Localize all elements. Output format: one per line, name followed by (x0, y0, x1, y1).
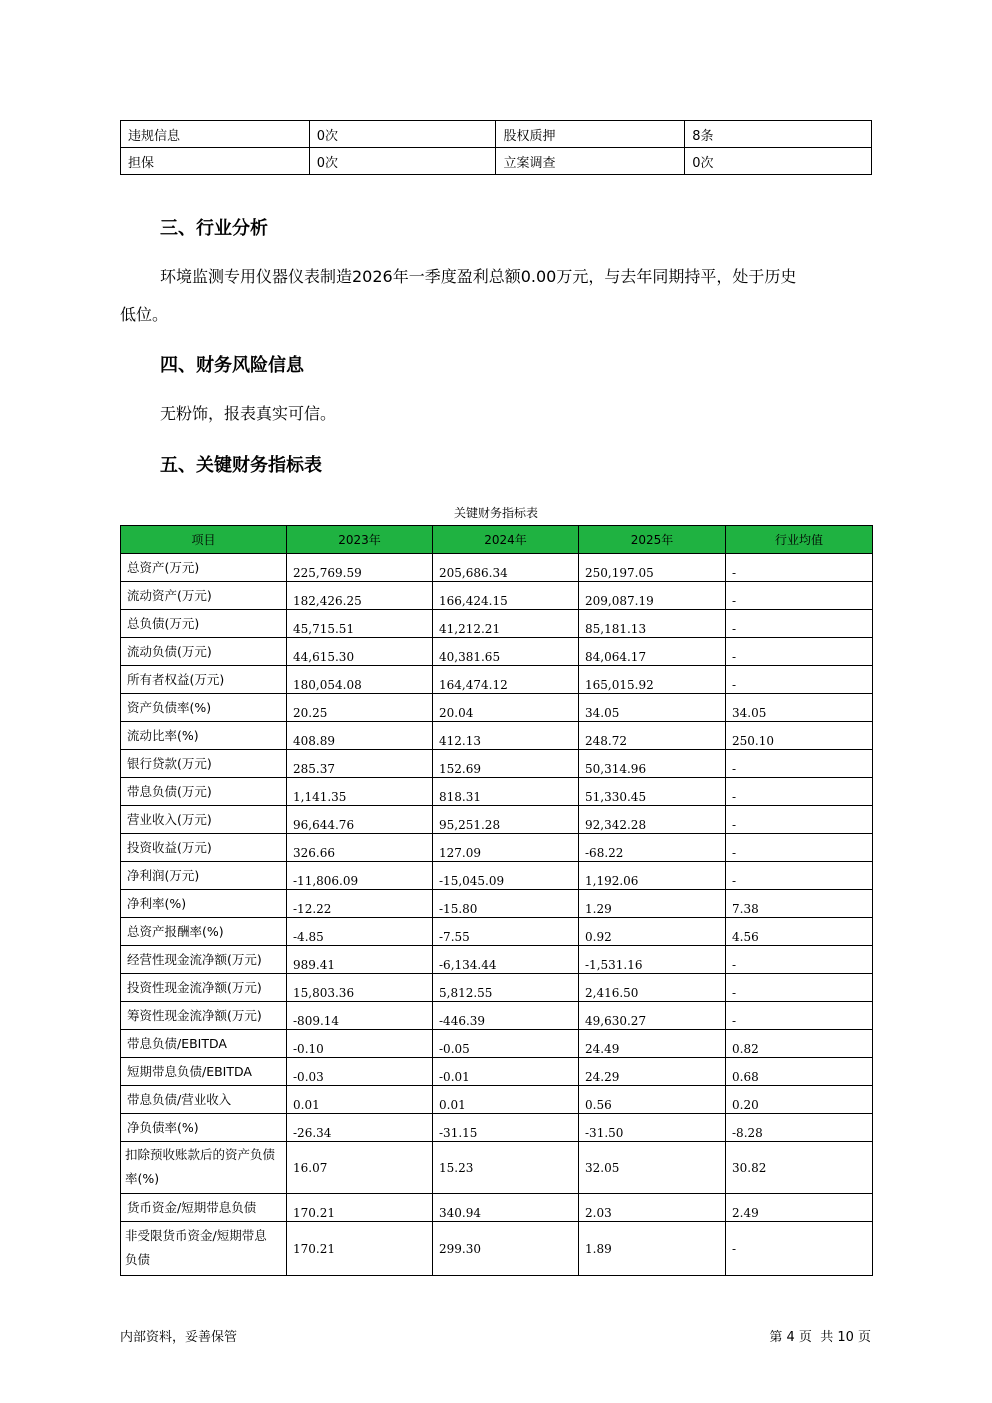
row-label-cell: 总资产报酬率(%) (121, 918, 287, 946)
table-row (121, 610, 873, 638)
value-cell: 85,181.13 (579, 610, 726, 638)
row-label-cell: 银行贷款(万元) (121, 750, 287, 778)
value-cell: 0.01 (287, 1086, 433, 1114)
column-header: 2024年 (433, 526, 579, 554)
value-cell: 182,426.25 (287, 582, 433, 610)
value-cell: 0.20 (726, 1086, 873, 1114)
row-label-cell: 净利率(%) (121, 890, 287, 918)
value-cell: -8.28 (726, 1114, 873, 1142)
value-cell: -15.80 (433, 890, 579, 918)
value-cell: 24.49 (579, 1030, 726, 1058)
footer-confidential: 内部资料，妥善保管 (120, 1330, 238, 1345)
row-label-cell: 货币资金/短期带息负债 (121, 1194, 287, 1222)
risk-row (121, 121, 872, 148)
value-cell: 20.04 (433, 694, 579, 722)
value-cell: - (726, 582, 873, 610)
value-cell: 0.68 (726, 1058, 873, 1086)
risk-value-cell: 8条 (685, 121, 872, 148)
value-cell: 7.38 (726, 890, 873, 918)
value-cell: -15,045.09 (433, 862, 579, 890)
row-label-cell: 净利润(万元) (121, 862, 287, 890)
value-cell: 165,015.92 (579, 666, 726, 694)
table-row (121, 1114, 873, 1142)
section4-text: 无粉饰，报表真实可信。 (160, 404, 337, 423)
table-row (121, 946, 873, 974)
row-label-cell: 经营性现金流净额(万元) (121, 946, 287, 974)
value-cell: - (726, 1222, 873, 1276)
section3-heading: 三、行业分析 (160, 218, 268, 239)
row-label-cell: 总负债(万元) (121, 610, 287, 638)
value-cell: 170.21 (287, 1194, 433, 1222)
value-cell: -809.14 (287, 1002, 433, 1030)
value-cell: 92,342.28 (579, 806, 726, 834)
value-cell: - (726, 554, 873, 582)
value-cell: 1.29 (579, 890, 726, 918)
value-cell: 164,474.12 (433, 666, 579, 694)
risk-value-cell: 0次 (309, 148, 496, 175)
value-cell: 180,054.08 (287, 666, 433, 694)
column-header: 项目 (121, 526, 287, 554)
table-row (121, 1002, 873, 1030)
risk-label-cell: 担保 (121, 148, 310, 175)
value-cell: 51,330.45 (579, 778, 726, 806)
row-label-cell: 带息负债/营业收入 (121, 1086, 287, 1114)
value-cell: -1,531.16 (579, 946, 726, 974)
value-cell: 30.82 (726, 1142, 873, 1194)
section3-text-line2: 低位。 (120, 305, 169, 324)
row-label-cell (121, 1142, 287, 1194)
row-label-cell (121, 1222, 287, 1276)
risk-label-cell: 违规信息 (121, 121, 310, 148)
value-cell: 326.66 (287, 834, 433, 862)
value-cell: - (726, 834, 873, 862)
value-cell: -7.55 (433, 918, 579, 946)
value-cell: 95,251.28 (433, 806, 579, 834)
value-cell: 96,644.76 (287, 806, 433, 834)
row-label-cell: 短期带息负债/EBITDA (121, 1058, 287, 1086)
value-cell: 2,416.50 (579, 974, 726, 1002)
value-cell: - (726, 974, 873, 1002)
table-row (121, 974, 873, 1002)
risk-value-cell: 0次 (309, 121, 496, 148)
risk-row (121, 148, 872, 175)
value-cell: -0.10 (287, 1030, 433, 1058)
value-cell: -4.85 (287, 918, 433, 946)
value-cell: 225,769.59 (287, 554, 433, 582)
table-row (121, 1222, 873, 1276)
value-cell: 340.94 (433, 1194, 579, 1222)
row-label-line: 扣除预收账款后的资产负债 (125, 1147, 276, 1162)
value-cell: 152.69 (433, 750, 579, 778)
risk-label-cell: 股权质押 (496, 121, 685, 148)
row-label-line: 负债 (125, 1252, 151, 1267)
financial-indicators-table (120, 525, 873, 1276)
row-label-cell: 流动比率(%) (121, 722, 287, 750)
value-cell: 205,686.34 (433, 554, 579, 582)
risk-info-table (120, 120, 872, 175)
value-cell: 818.31 (433, 778, 579, 806)
value-cell: 1,141.35 (287, 778, 433, 806)
value-cell: 299.30 (433, 1222, 579, 1276)
table-row (121, 666, 873, 694)
value-cell: 15,803.36 (287, 974, 433, 1002)
value-cell: 2.03 (579, 1194, 726, 1222)
value-cell: 16.07 (287, 1142, 433, 1194)
table-header-row (121, 526, 873, 554)
value-cell: 34.05 (579, 694, 726, 722)
value-cell: 1.89 (579, 1222, 726, 1276)
value-cell: -31.15 (433, 1114, 579, 1142)
value-cell: 170.21 (287, 1222, 433, 1276)
row-label-cell: 带息负债(万元) (121, 778, 287, 806)
table-row (121, 694, 873, 722)
value-cell: 5,812.55 (433, 974, 579, 1002)
column-header: 2025年 (579, 526, 726, 554)
value-cell: 248.72 (579, 722, 726, 750)
table-row (121, 862, 873, 890)
table-row (121, 554, 873, 582)
risk-value-cell: 0次 (685, 148, 872, 175)
value-cell: -0.01 (433, 1058, 579, 1086)
value-cell: 412.13 (433, 722, 579, 750)
value-cell: 45,715.51 (287, 610, 433, 638)
value-cell: 0.01 (433, 1086, 579, 1114)
table-row (121, 834, 873, 862)
row-label-cell: 资产负债率(%) (121, 694, 287, 722)
row-label-cell: 净负债率(%) (121, 1114, 287, 1142)
value-cell: 84,064.17 (579, 638, 726, 666)
table-row (121, 638, 873, 666)
value-cell: - (726, 638, 873, 666)
section4-heading: 四、财务风险信息 (160, 355, 304, 376)
table-row (121, 582, 873, 610)
table-row (121, 1142, 873, 1194)
value-cell: 44,615.30 (287, 638, 433, 666)
row-label-cell: 流动资产(万元) (121, 582, 287, 610)
table-caption: 关键财务指标表 (453, 506, 538, 520)
row-label-line: 率(%) (125, 1171, 160, 1186)
value-cell: 1,192.06 (579, 862, 726, 890)
value-cell: 0.56 (579, 1086, 726, 1114)
value-cell: 209,087.19 (579, 582, 726, 610)
row-label-cell: 所有者权益(万元) (121, 666, 287, 694)
value-cell: -6,134.44 (433, 946, 579, 974)
value-cell: - (726, 750, 873, 778)
value-cell: -11,806.09 (287, 862, 433, 890)
value-cell: - (726, 666, 873, 694)
row-label-cell: 带息负债/EBITDA (121, 1030, 287, 1058)
value-cell: 34.05 (726, 694, 873, 722)
column-header: 行业均值 (726, 526, 873, 554)
row-label-cell: 筹资性现金流净额(万元) (121, 1002, 287, 1030)
row-label-cell: 流动负债(万元) (121, 638, 287, 666)
value-cell: -0.03 (287, 1058, 433, 1086)
value-cell: 0.82 (726, 1030, 873, 1058)
value-cell: 32.05 (579, 1142, 726, 1194)
value-cell: 127.09 (433, 834, 579, 862)
table-row (121, 890, 873, 918)
value-cell: 408.89 (287, 722, 433, 750)
value-cell: - (726, 946, 873, 974)
table-row (121, 750, 873, 778)
value-cell: 49,630.27 (579, 1002, 726, 1030)
value-cell: - (726, 778, 873, 806)
section5-heading: 五、关键财务指标表 (160, 455, 322, 476)
value-cell: 250,197.05 (579, 554, 726, 582)
footer-page-number: 第 4 页 共 10 页 (769, 1330, 871, 1345)
risk-label-cell: 立案调查 (496, 148, 685, 175)
value-cell: - (726, 806, 873, 834)
value-cell: 166,424.15 (433, 582, 579, 610)
value-cell: -31.50 (579, 1114, 726, 1142)
value-cell: - (726, 862, 873, 890)
table-row (121, 806, 873, 834)
value-cell: -446.39 (433, 1002, 579, 1030)
value-cell: 15.23 (433, 1142, 579, 1194)
value-cell: -68.22 (579, 834, 726, 862)
value-cell: 50,314.96 (579, 750, 726, 778)
value-cell: -0.05 (433, 1030, 579, 1058)
table-row (121, 1086, 873, 1114)
column-header: 2023年 (287, 526, 433, 554)
value-cell: - (726, 1002, 873, 1030)
row-label-line: 非受限货币资金/短期带息 (125, 1228, 267, 1243)
row-label-cell: 总资产(万元) (121, 554, 287, 582)
row-label-cell: 投资性现金流净额(万元) (121, 974, 287, 1002)
value-cell: 41,212.21 (433, 610, 579, 638)
table-row (121, 722, 873, 750)
value-cell: - (726, 610, 873, 638)
table-row (121, 1058, 873, 1086)
table-row (121, 778, 873, 806)
table-row (121, 1030, 873, 1058)
value-cell: 24.29 (579, 1058, 726, 1086)
value-cell: 250.10 (726, 722, 873, 750)
value-cell: 989.41 (287, 946, 433, 974)
value-cell: 285.37 (287, 750, 433, 778)
value-cell: 4.56 (726, 918, 873, 946)
value-cell: 20.25 (287, 694, 433, 722)
row-label-cell: 营业收入(万元) (121, 806, 287, 834)
value-cell: -26.34 (287, 1114, 433, 1142)
table-row (121, 918, 873, 946)
value-cell: 2.49 (726, 1194, 873, 1222)
row-label-cell: 投资收益(万元) (121, 834, 287, 862)
value-cell: 40,381.65 (433, 638, 579, 666)
section3-text-line1: 环境监测专用仪器仪表制造2026年一季度盈利总额0.00万元，与去年同期持平，处于历史 (160, 267, 797, 286)
value-cell: 0.92 (579, 918, 726, 946)
value-cell: -12.22 (287, 890, 433, 918)
table-row (121, 1194, 873, 1222)
